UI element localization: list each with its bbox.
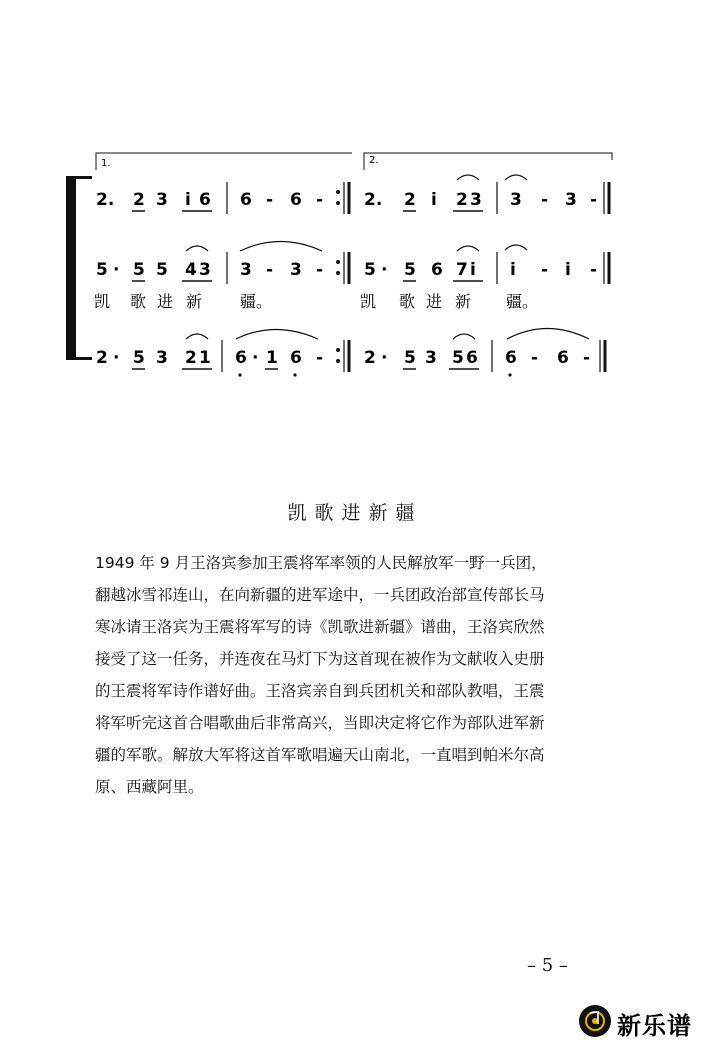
note: - xyxy=(316,190,324,210)
score-row-3 xyxy=(96,329,605,377)
note: 3 xyxy=(156,190,168,210)
article-line: 翻越冰雪祁连山，在向新疆的进军途中，一兵团政治部宣传部长马 xyxy=(95,586,545,604)
score-row-2 xyxy=(96,242,609,285)
note: - xyxy=(266,190,274,210)
note: · xyxy=(381,348,388,368)
note: 6 xyxy=(240,190,252,210)
note: 2. xyxy=(96,190,115,210)
note: 3 xyxy=(565,190,577,210)
note: · xyxy=(381,260,388,280)
note: 2. xyxy=(364,190,383,210)
lyric: 新 xyxy=(186,292,203,311)
lyric: 进 xyxy=(157,292,174,311)
note: - xyxy=(316,348,324,368)
note: 4 xyxy=(185,260,197,280)
note: 3 xyxy=(156,348,168,368)
note: · xyxy=(113,260,120,280)
note: 1 xyxy=(199,348,211,368)
watermark-logo xyxy=(578,1003,706,1039)
lyric: 歌 xyxy=(399,292,416,311)
note: 3 xyxy=(240,260,252,280)
note: - xyxy=(266,260,274,280)
note: 3 xyxy=(425,348,437,368)
note: 5 xyxy=(156,260,168,280)
article-line: 疆的军歌。解放大军将这首军歌唱遍天山南北，一直唱到帕米尔高 xyxy=(95,746,545,764)
music-disc-icon xyxy=(578,1004,612,1038)
note: 7 xyxy=(456,260,468,280)
article-line: 接受了这一任务，并连夜在马灯下为这首现在被作为文献收入史册 xyxy=(95,650,545,668)
note: 1 xyxy=(266,348,278,368)
score-row-1 xyxy=(96,175,609,214)
note: i xyxy=(565,260,571,280)
lyric: 新 xyxy=(455,292,472,311)
note: 2 xyxy=(96,348,108,368)
page-number: – 5 – xyxy=(527,955,568,976)
note: 6 xyxy=(466,348,478,368)
lyric: 疆。 xyxy=(240,292,273,311)
note: 5 xyxy=(404,260,416,280)
note: 3 xyxy=(510,190,522,210)
note: 6 xyxy=(199,190,211,210)
volta-bracket-2 xyxy=(364,153,612,170)
watermark-text: 新乐谱 xyxy=(617,1012,692,1040)
note: 2 xyxy=(364,348,376,368)
lyrics-line xyxy=(94,292,538,311)
note: - xyxy=(541,260,549,280)
note: i xyxy=(185,190,191,210)
note: - xyxy=(316,260,324,280)
note: 2 xyxy=(456,190,468,210)
note: 3 xyxy=(199,260,211,280)
article-line: 寒冰请王洛宾为王震将军写的诗《凯歌进新疆》谱曲，王洛宾欣然 xyxy=(95,618,545,636)
note: 5 xyxy=(452,348,464,368)
volta-label-1: 1. xyxy=(101,158,111,169)
lyric: 疆。 xyxy=(506,292,539,311)
note: 6 xyxy=(235,348,247,368)
note: 5 xyxy=(96,260,108,280)
lyric: 进 xyxy=(426,292,443,311)
lyric: 歌 xyxy=(130,292,147,311)
article-title: 凯歌进新疆 xyxy=(287,502,423,524)
article-line: 的王震将军诗作谱好曲。王洛宾亲自到兵团机关和部队教唱，王震 xyxy=(95,682,545,700)
note: i xyxy=(510,260,516,280)
note: · xyxy=(113,348,120,368)
article-line: 1949 年 9 月王洛宾参加王震将军率领的人民解放军一野一兵团， xyxy=(95,554,547,572)
note: 5 xyxy=(364,260,376,280)
note: 6 xyxy=(431,260,443,280)
note: - xyxy=(583,348,591,368)
note: 6 xyxy=(290,190,302,210)
note: 2 xyxy=(404,190,416,210)
note: · xyxy=(252,348,259,368)
note: 3 xyxy=(290,260,302,280)
note: 3 xyxy=(470,190,482,210)
lyric: 凯 xyxy=(360,292,377,311)
note: 6 xyxy=(290,348,302,368)
note: - xyxy=(590,190,598,210)
note: 2 xyxy=(133,190,145,210)
lyric: 凯 xyxy=(94,292,111,311)
note: - xyxy=(531,348,539,368)
article-line: 将军听完这首合唱歌曲后非常高兴，当即决定将它作为部队进军新 xyxy=(95,714,545,732)
note: i xyxy=(431,190,437,210)
note: 5 xyxy=(404,348,416,368)
music-score xyxy=(0,0,710,460)
note: 6 xyxy=(557,348,569,368)
volta-bracket-1 xyxy=(96,153,352,170)
note: 5 xyxy=(133,348,145,368)
note: 2 xyxy=(185,348,197,368)
note: - xyxy=(541,190,549,210)
note: 5 xyxy=(133,260,145,280)
volta-label-2: 2. xyxy=(369,155,379,166)
note: i xyxy=(470,260,476,280)
note: - xyxy=(590,260,598,280)
note: 6 xyxy=(505,348,517,368)
article-line: 原、西藏阿里。 xyxy=(95,778,204,796)
